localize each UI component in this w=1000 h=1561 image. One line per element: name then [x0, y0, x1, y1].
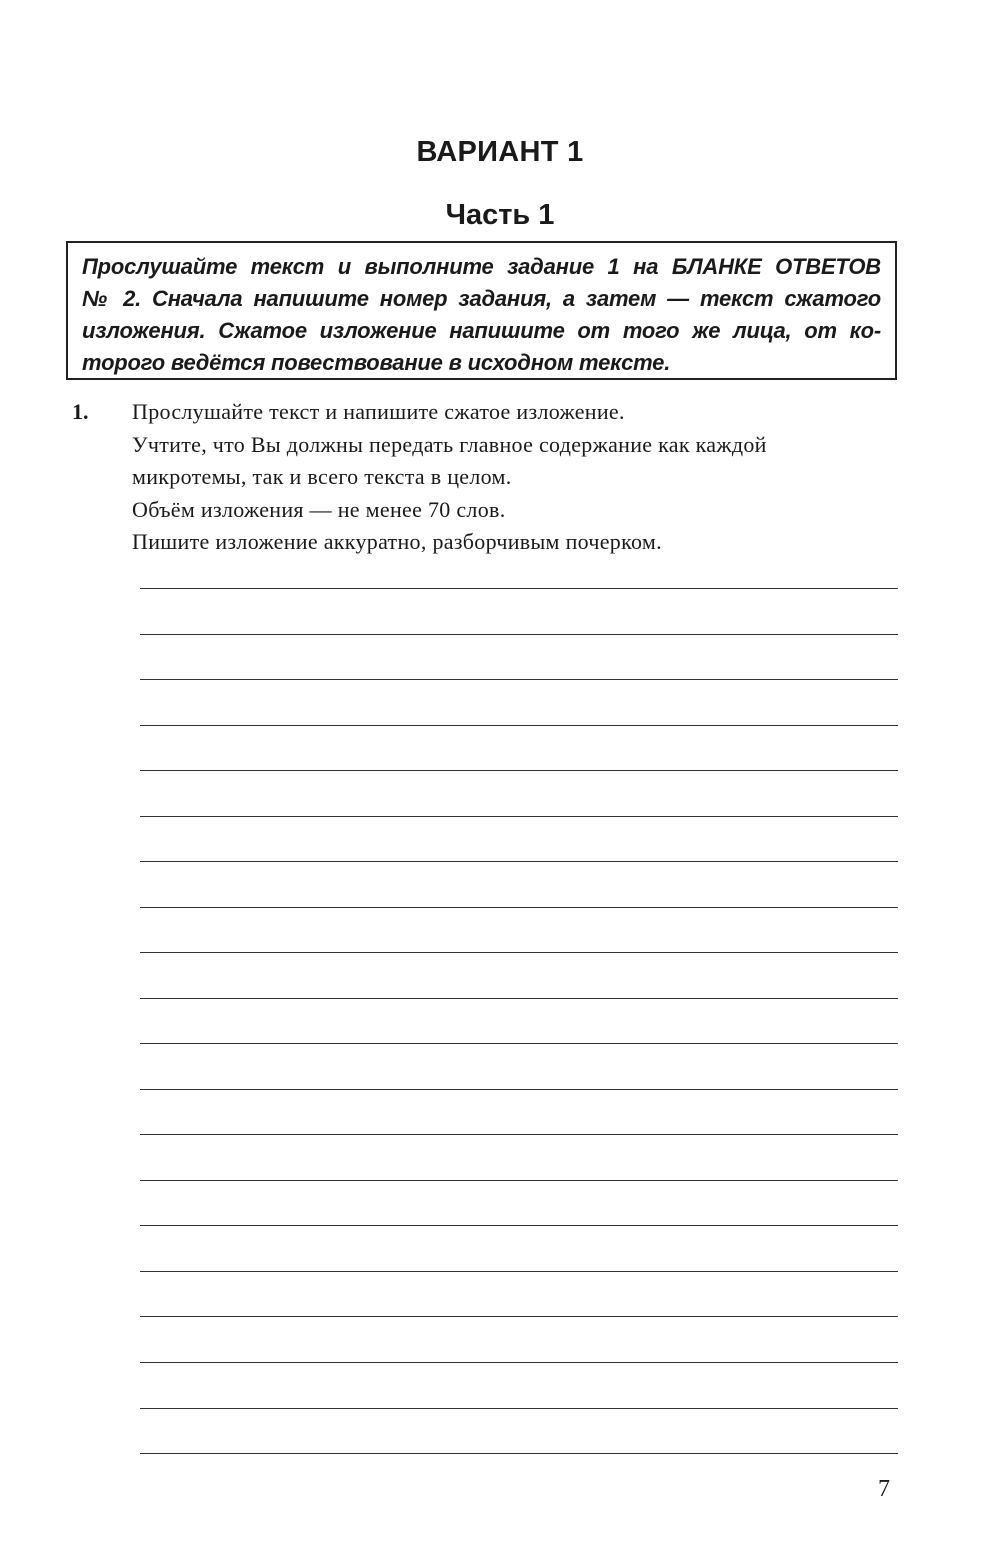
variant-title: ВАРИАНТ 1	[416, 136, 584, 168]
answer-line[interactable]	[140, 816, 898, 817]
answer-line[interactable]	[140, 725, 898, 726]
page-number: 7	[878, 1476, 890, 1502]
task-line: микротемы, так и всего текста в целом.	[132, 464, 512, 489]
answer-line[interactable]	[140, 1316, 898, 1317]
answer-line[interactable]	[140, 679, 898, 680]
answer-line[interactable]	[140, 634, 898, 635]
answer-line[interactable]	[140, 1180, 898, 1181]
part-title: Часть 1	[445, 199, 555, 231]
answer-line[interactable]	[140, 998, 898, 999]
instruction-box	[66, 241, 897, 380]
answer-line[interactable]	[140, 1043, 898, 1044]
task-line: Учтите, что Вы должны передать главное содержание как каждой	[132, 431, 767, 457]
answer-line[interactable]	[140, 1134, 898, 1135]
answer-line[interactable]	[140, 770, 898, 771]
answer-line[interactable]	[140, 1408, 898, 1409]
instruction-line: № 2. Сначала напишите номер задания, а затем — текст сжатого	[82, 286, 881, 311]
answer-line[interactable]	[140, 907, 898, 908]
answer-line[interactable]	[140, 952, 898, 953]
task-line: Пишите изложение аккуратно, разборчивым почерком.	[132, 529, 662, 554]
answer-line[interactable]	[140, 1089, 898, 1090]
task-description	[132, 396, 898, 559]
instruction-line: Прослушайте текст и выполните задание 1 на БЛАНКЕ ОТВЕТОВ	[82, 254, 881, 279]
answer-line[interactable]	[140, 1271, 898, 1272]
task-line: Объём изложения — не менее 70 слов.	[132, 496, 506, 522]
answer-line[interactable]	[140, 1225, 898, 1226]
answer-line[interactable]	[140, 588, 898, 589]
answer-line[interactable]	[140, 1362, 898, 1363]
answer-line[interactable]	[140, 861, 898, 862]
task-number: 1.	[72, 399, 89, 424]
task-line: Прослушайте текст и напишите сжатое изложение.	[132, 399, 625, 424]
instruction-line: изложения. Сжатое изложение напишите от того же лица, от ко-	[82, 318, 881, 343]
answer-line[interactable]	[140, 1453, 898, 1454]
instruction-line: торого ведётся повествование в исходном тексте.	[82, 350, 671, 375]
